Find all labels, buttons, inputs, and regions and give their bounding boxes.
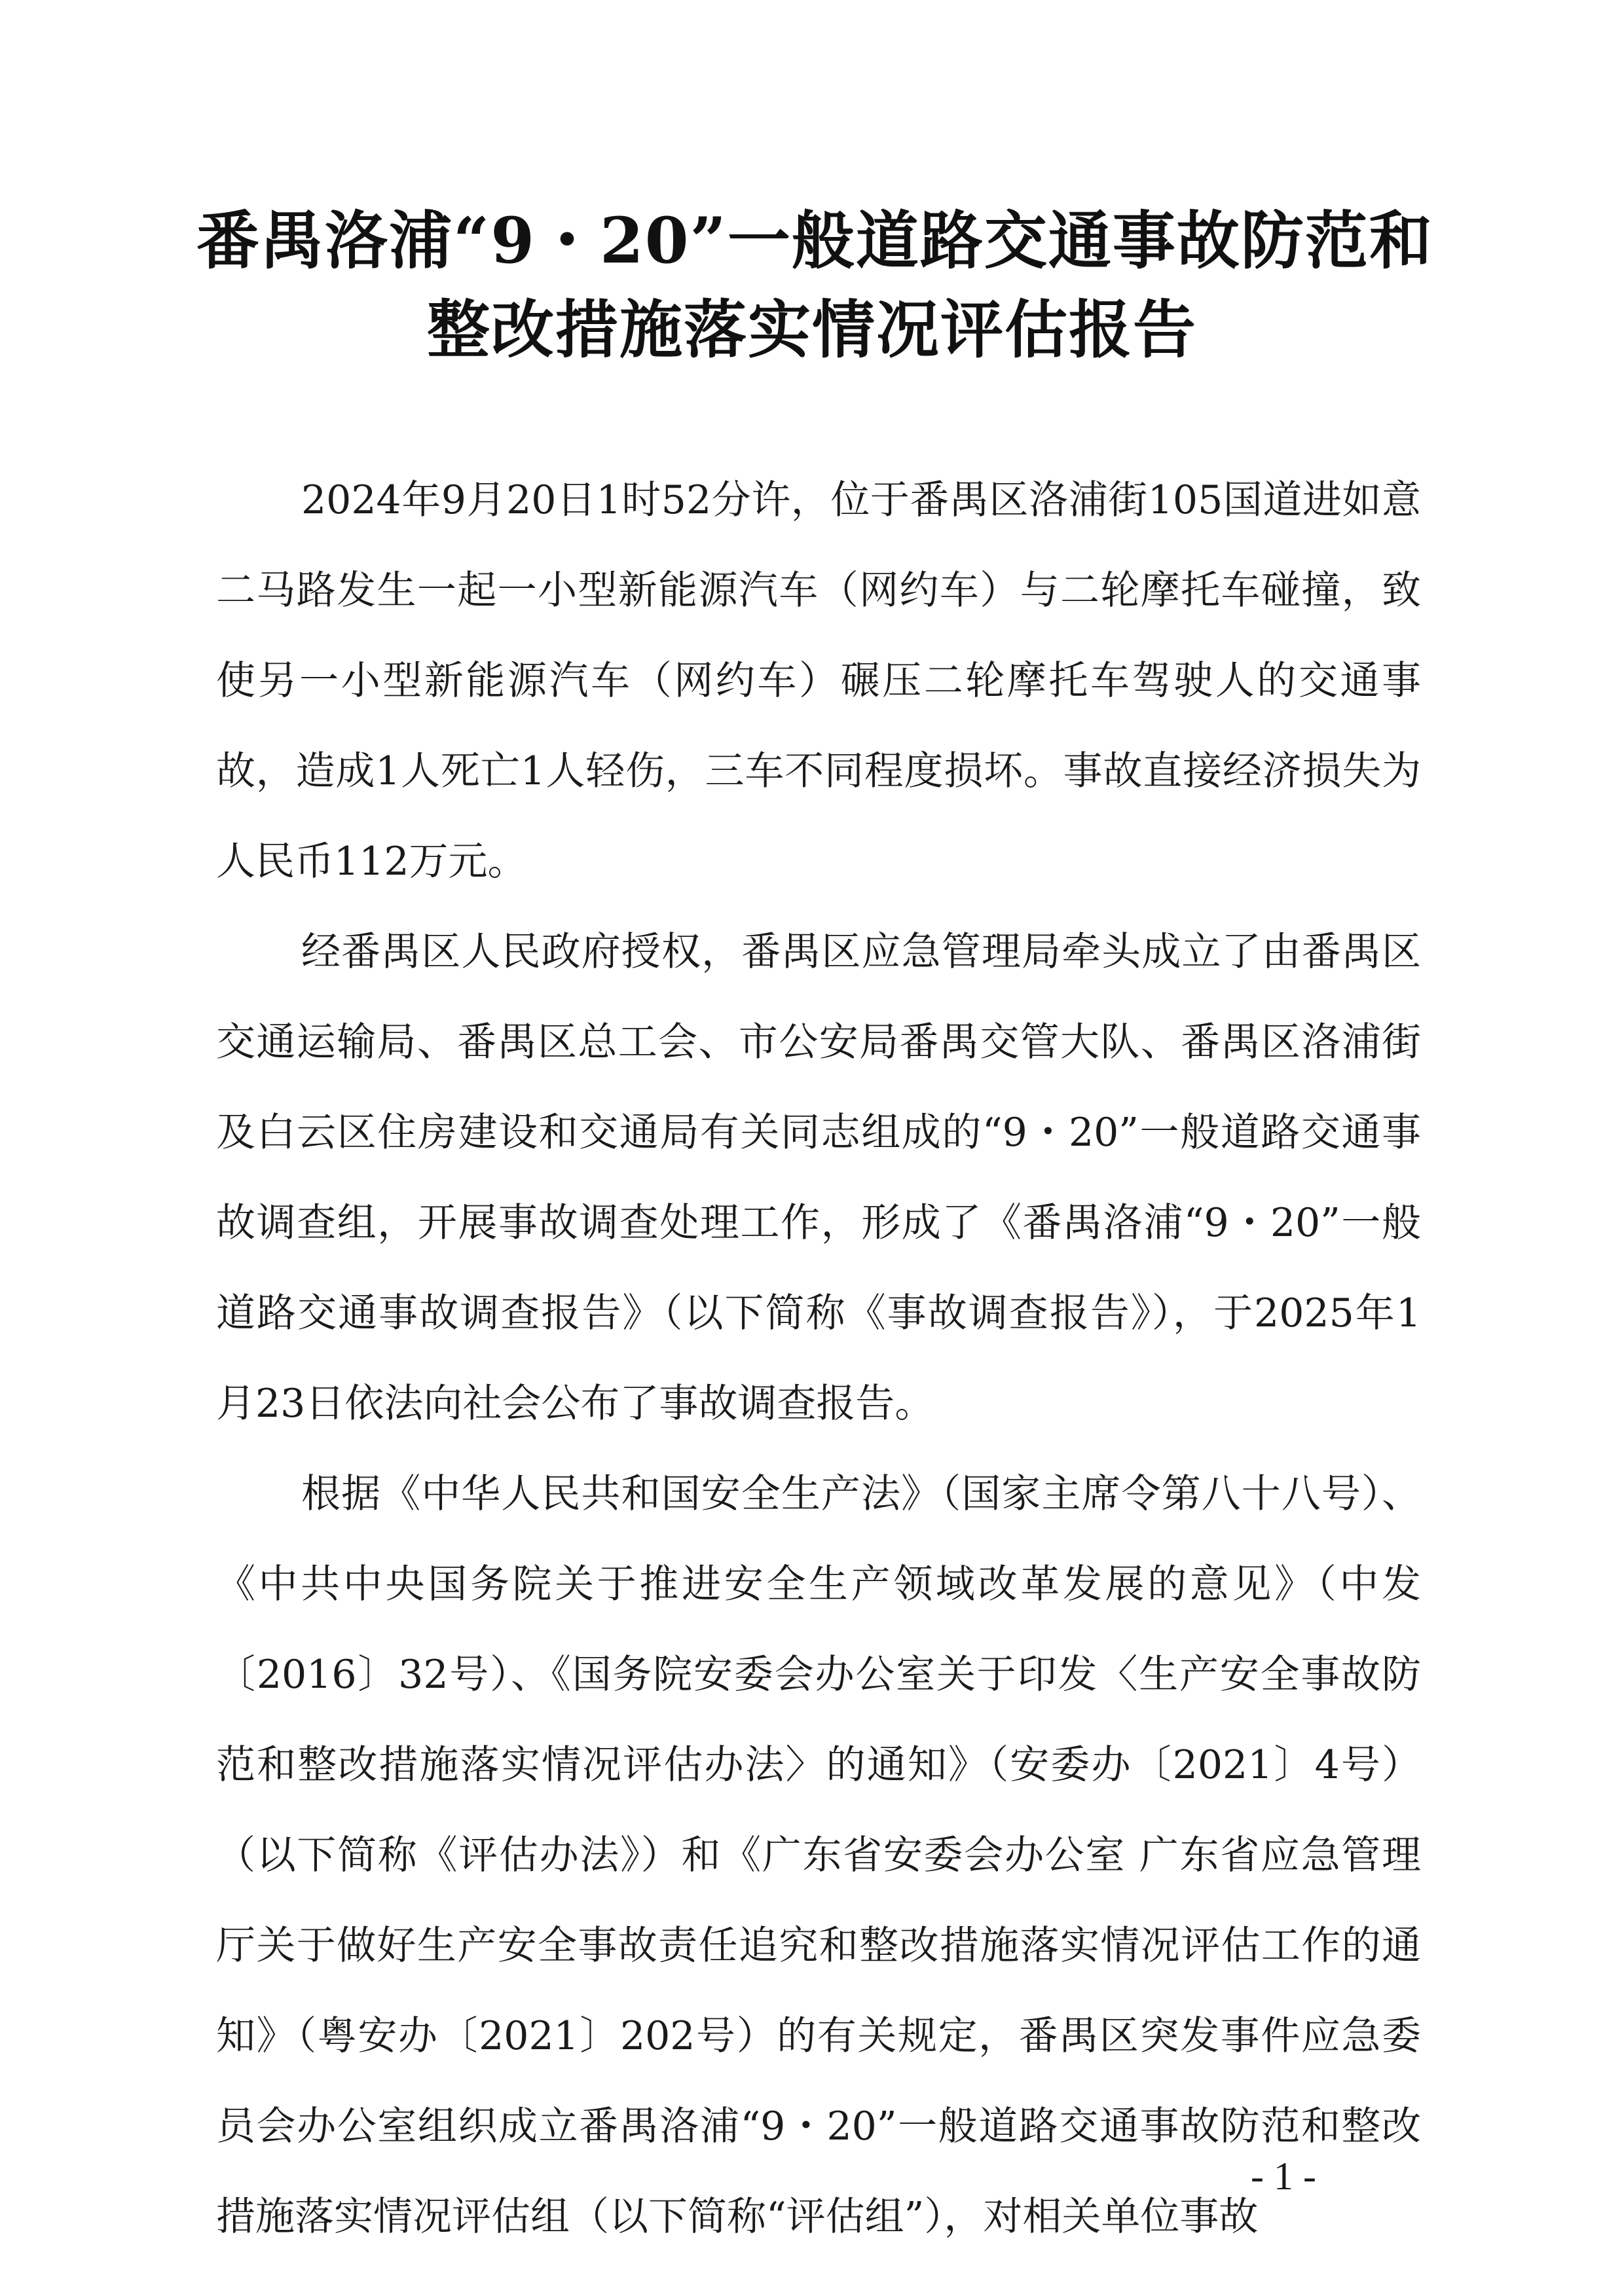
page-number: - 1 -	[1251, 2155, 1316, 2198]
paragraph-accident-summary: 2024年9月20日1时52分许，位于番禺区洛浦街105国道进如意二马路发生一起一小型新能源汽车（网约车）与二轮摩托车碰撞，致使另一小型新能源汽车（网约车）碾压二轮摩托车驾驶人的交通事故，造成1人死亡1人轻伤，三车不同程度损坏。事故直接经济损失为人民币112万元。	[216, 477, 1421, 884]
document-title	[196, 196, 1433, 374]
paragraph-investigation: 经番禺区人民政府授权，番禺区应急管理局牵头成立了由番禺区交通运输局、番禺区总工会、市公安局番禺交管大队、番禺区洛浦街及白云区住房建设和交通局有关同志组成的“9・20”一般道路交通事故调查组，开展事故调查处理工作，形成了《番禺洛浦“9・20”一般道路交通事故调查报告》（以下简称《事故调查报告》），于2025年1月23日依法向社会公布了事故调查报告。	[216, 929, 1421, 1427]
body-text	[216, 455, 1421, 2262]
title-line-1: 番禺洛浦“9・20”一般道路交通事故防范和	[196, 204, 1433, 278]
paragraph-legal-basis: 根据《中华人民共和国安全生产法》（国家主席令第八十八号）、《中共中央国务院关于推进安全生产领域改革发展的意见》（中发〔2016〕32号）、《国务院安委会办公室关于印发〈生产安全事故防范和整改措施落实情况评估办法〉的通知》（安委办〔2021〕4号）（以下简称《评估办法》）和《广东省安委会办公室 广东省应急管理厅关于做好生产安全事故责任追究和整改措施落实情况评估工作的通知》（粤安办〔2021〕202号）的有关规定，番禺区突发事件应急委员会办公室组织成立番禺洛浦“9・20”一般道路交通事故防范和整改措施落实情况评估组（以下简称“评估组”），对相关单位事故	[216, 1471, 1421, 2240]
title-line-2: 整改措施落实情况评估报告	[427, 293, 1197, 367]
